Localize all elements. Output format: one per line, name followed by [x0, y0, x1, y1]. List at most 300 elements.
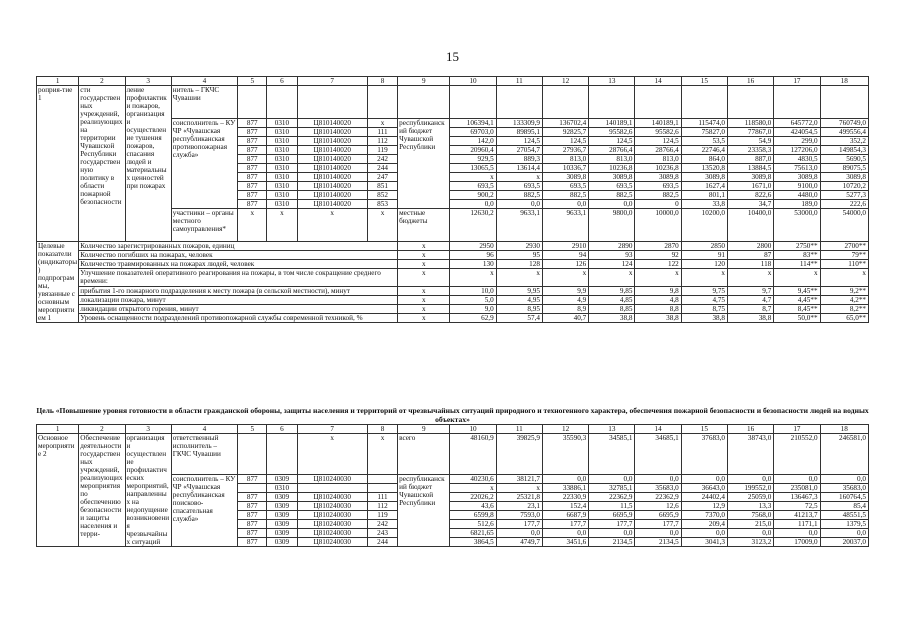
column-number: 7	[297, 425, 367, 434]
table-cell: 8,95	[496, 304, 542, 313]
table-cell: 17009,0	[774, 538, 820, 547]
table-cell: 13520,8	[681, 164, 727, 173]
column-number: 5	[238, 77, 267, 86]
table-cell: 882,5	[589, 191, 635, 200]
table-cell: 13,3	[728, 502, 774, 511]
table-cell: 852	[367, 191, 397, 200]
table-cell: 37683,0	[681, 434, 727, 475]
table-cell: х	[635, 269, 681, 286]
table-cell: 693,5	[542, 182, 588, 191]
column-number: 18	[820, 77, 868, 86]
table-cell: 244	[367, 538, 397, 547]
table-cell: х	[367, 119, 397, 128]
table-cell: 122	[635, 260, 681, 269]
table-cell: 3089,8	[728, 173, 774, 182]
table-cell: 299,0	[774, 137, 820, 146]
table-cell: 4480,0	[774, 191, 820, 200]
table-cell: 54000,0	[820, 209, 868, 242]
table-cell: Ц810140020	[297, 200, 367, 209]
subprogram-table-part2	[36, 424, 869, 547]
table-cell	[496, 86, 542, 119]
table-cell: 120	[681, 260, 727, 269]
table-cell: 9633,1	[496, 209, 542, 242]
table-cell: 75827,0	[681, 128, 727, 137]
table-cell: 0,0	[589, 475, 635, 484]
table-cell: 128	[496, 260, 542, 269]
table-cell: х	[238, 209, 267, 242]
table-cell: 693,5	[450, 182, 496, 191]
table-cell: 6599,8	[450, 511, 496, 520]
table-cell: х	[367, 434, 397, 475]
table-cell: 22026,2	[450, 493, 496, 502]
table-cell: х	[450, 173, 496, 182]
column-number: 17	[774, 77, 820, 86]
column-number: 8	[367, 77, 397, 86]
table-cell: 10000,0	[635, 209, 681, 242]
table-cell: 124	[589, 260, 635, 269]
table-cell: 877	[238, 137, 267, 146]
table-cell: 877	[238, 119, 267, 128]
table-cell: 2870	[635, 242, 681, 251]
table-cell: 36643,0	[681, 484, 727, 493]
table-cell: 115474,0	[681, 119, 727, 128]
table-cell: 9,95	[496, 286, 542, 295]
table-cell: 27936,7	[542, 146, 588, 155]
table-cell: 10336,7	[542, 164, 588, 173]
column-number: 16	[728, 425, 774, 434]
table-cell: х	[774, 269, 820, 286]
table-cell: 9,85	[589, 286, 635, 295]
table-cell: 91	[681, 251, 727, 260]
table-cell: 124,5	[542, 137, 588, 146]
table-cell: 5277,3	[820, 191, 868, 200]
table-cell: 243	[367, 529, 397, 538]
table-cell: Ц810140020	[297, 119, 367, 128]
table-cell: 3089,8	[542, 173, 588, 182]
table-cell: 853	[367, 200, 397, 209]
table-cell: 57,4	[496, 313, 542, 322]
table-cell: 864,0	[681, 155, 727, 164]
table-cell: 0309	[267, 502, 297, 511]
table-cell: х	[398, 260, 450, 269]
table-cell: х	[496, 173, 542, 182]
table-cell: 4,8	[635, 295, 681, 304]
table-cell: 424054,5	[774, 128, 820, 137]
table-cell	[542, 86, 588, 119]
table-cell: 40,7	[542, 313, 588, 322]
table-cell: 48551,5	[820, 511, 868, 520]
table-cell: х	[398, 295, 450, 304]
table-cell: 2930	[496, 242, 542, 251]
table-cell: 87	[728, 251, 774, 260]
table-cell: 39825,9	[496, 434, 542, 475]
table-cell: 877	[238, 146, 267, 155]
table-cell: 9,2**	[820, 286, 868, 295]
table-cell: 0,0	[542, 475, 588, 484]
indicator-name: Количество зарегистрированных пожаров, единиц	[79, 242, 398, 251]
table-cell: 25321,8	[496, 493, 542, 502]
indicator-row	[37, 269, 869, 286]
column-number: 2	[79, 425, 125, 434]
indicator-name: ликвидации открытого горения, минут	[79, 304, 398, 313]
table-cell: 24402,4	[681, 493, 727, 502]
table-cell: 882,5	[635, 191, 681, 200]
table-cell: 25059,0	[728, 493, 774, 502]
table-cell: 112	[367, 137, 397, 146]
table-cell: 247	[367, 173, 397, 182]
column-number: 4	[171, 425, 237, 434]
table-cell: 929,5	[450, 155, 496, 164]
table-cell: Ц810240030	[297, 538, 367, 547]
table-cell: Ц810140020	[297, 155, 367, 164]
table-cell: 877	[238, 173, 267, 182]
table-cell: 2850	[681, 242, 727, 251]
funding-source: республиканский бюджет Чувашской Республики	[398, 119, 450, 209]
column-number: 11	[496, 77, 542, 86]
table-cell: х	[496, 484, 542, 493]
table-cell: х	[398, 242, 450, 251]
table-cell: 142,0	[450, 137, 496, 146]
table-cell: 40230,6	[450, 475, 496, 484]
table-cell: 92825,7	[542, 128, 588, 137]
table-cell: х	[820, 269, 868, 286]
table-cell: 199552,0	[728, 484, 774, 493]
co-executor: соисполнитель – КУ ЧР «Чувашская республиканская поисково-спасательная служба»	[171, 475, 237, 547]
table-cell: 28766,4	[635, 146, 681, 155]
table-cell: 0310	[267, 484, 297, 493]
table-cell: 28766,4	[589, 146, 635, 155]
table-cell: 92	[635, 251, 681, 260]
table-cell: 41213,7	[774, 511, 820, 520]
column-number: 4	[171, 77, 237, 86]
table-cell: 95582,6	[589, 128, 635, 137]
table-cell: 124,5	[635, 137, 681, 146]
table-cell: 889,3	[496, 155, 542, 164]
table-cell: 119	[367, 146, 397, 155]
table-cell: 22362,9	[635, 493, 681, 502]
table-cell: 1671,0	[728, 182, 774, 191]
table-cell	[367, 86, 397, 119]
table-cell: 2800	[728, 242, 774, 251]
table-cell: 22746,4	[681, 146, 727, 155]
table-cell: 177,7	[635, 520, 681, 529]
table-cell: 10236,8	[589, 164, 635, 173]
table-cell: 9,45**	[774, 286, 820, 295]
table-cell	[367, 484, 397, 493]
table-cell: 4830,5	[774, 155, 820, 164]
table-cell: 119	[367, 511, 397, 520]
table-cell: 4,9	[542, 295, 588, 304]
event-name: Основное мероприятие 2	[37, 434, 79, 547]
table-cell: 5,0	[450, 295, 496, 304]
table-cell: 106394,1	[450, 119, 496, 128]
table-cell: 111	[367, 128, 397, 137]
table-cell: 35683,0	[635, 484, 681, 493]
table-cell: Ц810140020	[297, 146, 367, 155]
table-cell: 877	[238, 475, 267, 484]
column-number: 7	[297, 77, 367, 86]
table-cell: 89895,1	[496, 128, 542, 137]
table-cell: 89075,5	[820, 164, 868, 173]
table-cell: 118580,0	[728, 119, 774, 128]
table-cell: 127206,0	[774, 146, 820, 155]
table-cell	[398, 86, 450, 119]
table-cell: 152,4	[542, 502, 588, 511]
table-cell: 85,4	[820, 502, 868, 511]
indicator-row	[37, 260, 869, 269]
table-cell: 43,6	[450, 502, 496, 511]
table-cell: 0310	[267, 137, 297, 146]
table-cell: 133309,9	[496, 119, 542, 128]
table-cell: 882,5	[496, 191, 542, 200]
table-cell: 222,6	[820, 200, 868, 209]
table-cell: 33,8	[681, 200, 727, 209]
table-cell: 0	[635, 200, 681, 209]
table-cell: х	[367, 209, 397, 242]
table-cell: 77867,0	[728, 128, 774, 137]
column-number: 6	[267, 77, 297, 86]
table-cell: 246581,0	[820, 434, 868, 475]
column-number: 11	[496, 425, 542, 434]
table-cell: 0310	[267, 182, 297, 191]
table-cell: 34,7	[728, 200, 774, 209]
table-cell: 4,2**	[820, 295, 868, 304]
column-number: 10	[450, 77, 496, 86]
table-cell: 1379,5	[820, 520, 868, 529]
table-cell: 693,5	[589, 182, 635, 191]
table-cell: 2890	[589, 242, 635, 251]
table-cell	[589, 86, 635, 119]
table-cell: 3864,5	[450, 538, 496, 547]
table-cell	[367, 475, 397, 484]
table-cell: 12,9	[681, 502, 727, 511]
table-cell: 0,0	[542, 200, 588, 209]
table-cell: 124,5	[496, 137, 542, 146]
table-cell: 9,75	[681, 286, 727, 295]
event-description: Обеспечение деятельности государственных учреждений, реализующих мероприятия по обеспечению безопасности и защиты населения и терри-	[79, 434, 125, 547]
table-cell: 0309	[267, 511, 297, 520]
table-cell: 0,0	[496, 529, 542, 538]
table-cell: 124,5	[589, 137, 635, 146]
table-cell: 512,6	[450, 520, 496, 529]
table-cell: 7593,0	[496, 511, 542, 520]
table-cell: 32785,1	[589, 484, 635, 493]
table-cell: х	[398, 304, 450, 313]
table-cell	[267, 86, 297, 119]
table-cell: Ц810140020	[297, 191, 367, 200]
table-cell: 877	[238, 538, 267, 547]
indicator-name: Количество погибших на пожарах, человек	[79, 251, 398, 260]
table-cell: 9633,1	[542, 209, 588, 242]
table-cell: х	[681, 269, 727, 286]
table-cell: 813,0	[635, 155, 681, 164]
table-cell: 877	[238, 511, 267, 520]
table-cell	[297, 86, 367, 119]
table-cell: 8,9	[542, 304, 588, 313]
header-row	[37, 77, 869, 86]
table-cell: 38121,7	[496, 475, 542, 484]
indicator-name: прибытия 1-го пожарного подразделения к месту пожара (в сельской местности), минут	[79, 286, 398, 295]
table-cell: 760749,0	[820, 119, 868, 128]
participants: участники – органы местного самоуправления*	[171, 209, 237, 242]
goal-heading: Цель «Повышение уровня готовности в области гражданской обороны, защиты населения и территорий от чрезвычайных ситуаций природного и техногенного характера, обеспечения пожарной безопасности и безопасности людей на водных объектах»	[36, 406, 869, 424]
table-cell: 136702,4	[542, 119, 588, 128]
table-cell: 877	[238, 502, 267, 511]
table-cell: 0310	[267, 128, 297, 137]
table-cell	[635, 86, 681, 119]
column-number: 18	[820, 425, 868, 434]
table-cell: 209,4	[681, 520, 727, 529]
table-cell: 877	[238, 200, 267, 209]
table-cell	[238, 484, 267, 493]
table-cell: Ц810240030	[297, 529, 367, 538]
table-cell: Ц810140020	[297, 164, 367, 173]
table-cell: 813,0	[589, 155, 635, 164]
table-cell: 9800,0	[589, 209, 635, 242]
event-name: роприя-тие 1	[37, 86, 79, 242]
table-cell: 72,5	[774, 502, 820, 511]
table-cell: 645772,0	[774, 119, 820, 128]
table-cell: 244	[367, 164, 397, 173]
table-cell: 2750**	[774, 242, 820, 251]
table-cell: 140189,1	[589, 119, 635, 128]
table-cell: х	[589, 269, 635, 286]
table-cell: 877	[238, 182, 267, 191]
table-cell: 877	[238, 529, 267, 538]
column-number: 13	[589, 77, 635, 86]
table-cell: х	[267, 209, 297, 242]
table-cell: Ц810240030	[297, 511, 367, 520]
table-cell: 7568,0	[728, 511, 774, 520]
table-cell: 34685,1	[635, 434, 681, 475]
table-cell: 0,0	[774, 475, 820, 484]
table-cell	[774, 86, 820, 119]
table-cell: 8,85	[589, 304, 635, 313]
table-cell: 4,7	[728, 295, 774, 304]
table-cell: 4,45**	[774, 295, 820, 304]
table-cell: 10,0	[450, 286, 496, 295]
table-cell: 0,0	[450, 200, 496, 209]
table-cell: 5690,5	[820, 155, 868, 164]
table-cell: 3089,8	[635, 173, 681, 182]
table-cell: 3089,8	[774, 173, 820, 182]
table-cell: 48160,9	[450, 434, 496, 475]
table-cell: 35683,0	[820, 484, 868, 493]
table-cell: 83**	[774, 251, 820, 260]
table-cell: 35590,3	[542, 434, 588, 475]
table-cell: х	[398, 269, 450, 286]
table-cell: 6695,9	[589, 511, 635, 520]
table-cell: 4,95	[496, 295, 542, 304]
table-cell: 3041,3	[681, 538, 727, 547]
event-tasks: ление профилактики пожаров, организация и осуществление тушения пожаров, спасания людей и материальных ценностей при пожарах	[125, 86, 171, 242]
table-cell: х	[728, 269, 774, 286]
table-cell: 4749,7	[496, 538, 542, 547]
column-number: 6	[267, 425, 297, 434]
table-cell: х	[297, 209, 367, 242]
table-cell: 235081,0	[774, 484, 820, 493]
table-cell: 95	[496, 251, 542, 260]
table-cell: 38,8	[681, 313, 727, 322]
indicator-row	[37, 242, 869, 251]
table-cell: 0,0	[635, 529, 681, 538]
table-cell: 882,5	[542, 191, 588, 200]
table-cell: 0,0	[728, 475, 774, 484]
table-cell: Ц810240030	[297, 475, 367, 484]
table-cell: 693,5	[635, 182, 681, 191]
table-cell: Ц810140020	[297, 173, 367, 182]
table-cell: 177,7	[589, 520, 635, 529]
table-cell: 3451,6	[542, 538, 588, 547]
event-tasks: организация и осуществление профилактических мероприятий, направленных на недопущение возникновения чрезвычайных ситуаций	[125, 434, 171, 547]
table-cell: 8,8	[635, 304, 681, 313]
table-cell: 111	[367, 493, 397, 502]
table-cell: х	[398, 251, 450, 260]
table-cell: 0,0	[681, 475, 727, 484]
table-cell: 0309	[267, 529, 297, 538]
co-executor: соисполнитель – КУ ЧР «Чувашская республиканская противопожарная служба»	[171, 119, 237, 209]
table-cell: 3089,8	[681, 173, 727, 182]
table-cell: 0,0	[542, 529, 588, 538]
table-cell	[238, 434, 267, 475]
table-cell: 2700**	[820, 242, 868, 251]
table-cell: 23358,3	[728, 146, 774, 155]
table-cell: 3089,8	[820, 173, 868, 182]
table-cell: 0309	[267, 520, 297, 529]
table-cell: 0,0	[820, 475, 868, 484]
table-cell: 8,7	[728, 304, 774, 313]
table-cell: 177,7	[496, 520, 542, 529]
table-cell: 38,8	[589, 313, 635, 322]
table-cell: х	[450, 269, 496, 286]
table-cell: 0,0	[728, 529, 774, 538]
table-cell: 27054,7	[496, 146, 542, 155]
table-cell: 8,2**	[820, 304, 868, 313]
table-cell: 10200,0	[681, 209, 727, 242]
table-cell: 0310	[267, 146, 297, 155]
table-cell: 0310	[267, 173, 297, 182]
table-cell: 95582,6	[635, 128, 681, 137]
table-cell: Ц810140020	[297, 128, 367, 137]
table-cell	[267, 434, 297, 475]
table-cell: 12,6	[635, 502, 681, 511]
table-cell: 2134,5	[635, 538, 681, 547]
table-cell	[297, 484, 367, 493]
table-cell: 210552,0	[774, 434, 820, 475]
table-cell: 0,0	[774, 529, 820, 538]
table-cell: 149854,3	[820, 146, 868, 155]
table-cell: 6687,9	[542, 511, 588, 520]
table-cell: 0,0	[820, 529, 868, 538]
column-number: 16	[728, 77, 774, 86]
column-number: 1	[37, 425, 79, 434]
responsible-executor: ответственный исполнитель – ГКЧС Чувашии	[171, 434, 237, 475]
table-cell	[238, 86, 267, 119]
table-cell: 693,5	[496, 182, 542, 191]
column-number: 17	[774, 425, 820, 434]
table-cell: 22362,9	[589, 493, 635, 502]
table-cell: 75613,0	[774, 164, 820, 173]
table-cell: х	[542, 269, 588, 286]
table-cell: 1171,1	[774, 520, 820, 529]
table-cell: 3089,8	[589, 173, 635, 182]
table-cell: 877	[238, 155, 267, 164]
table-cell: 112	[367, 502, 397, 511]
table-cell: 10400,0	[728, 209, 774, 242]
table-cell: 242	[367, 155, 397, 164]
table-cell: 877	[238, 493, 267, 502]
table-row	[37, 434, 869, 475]
